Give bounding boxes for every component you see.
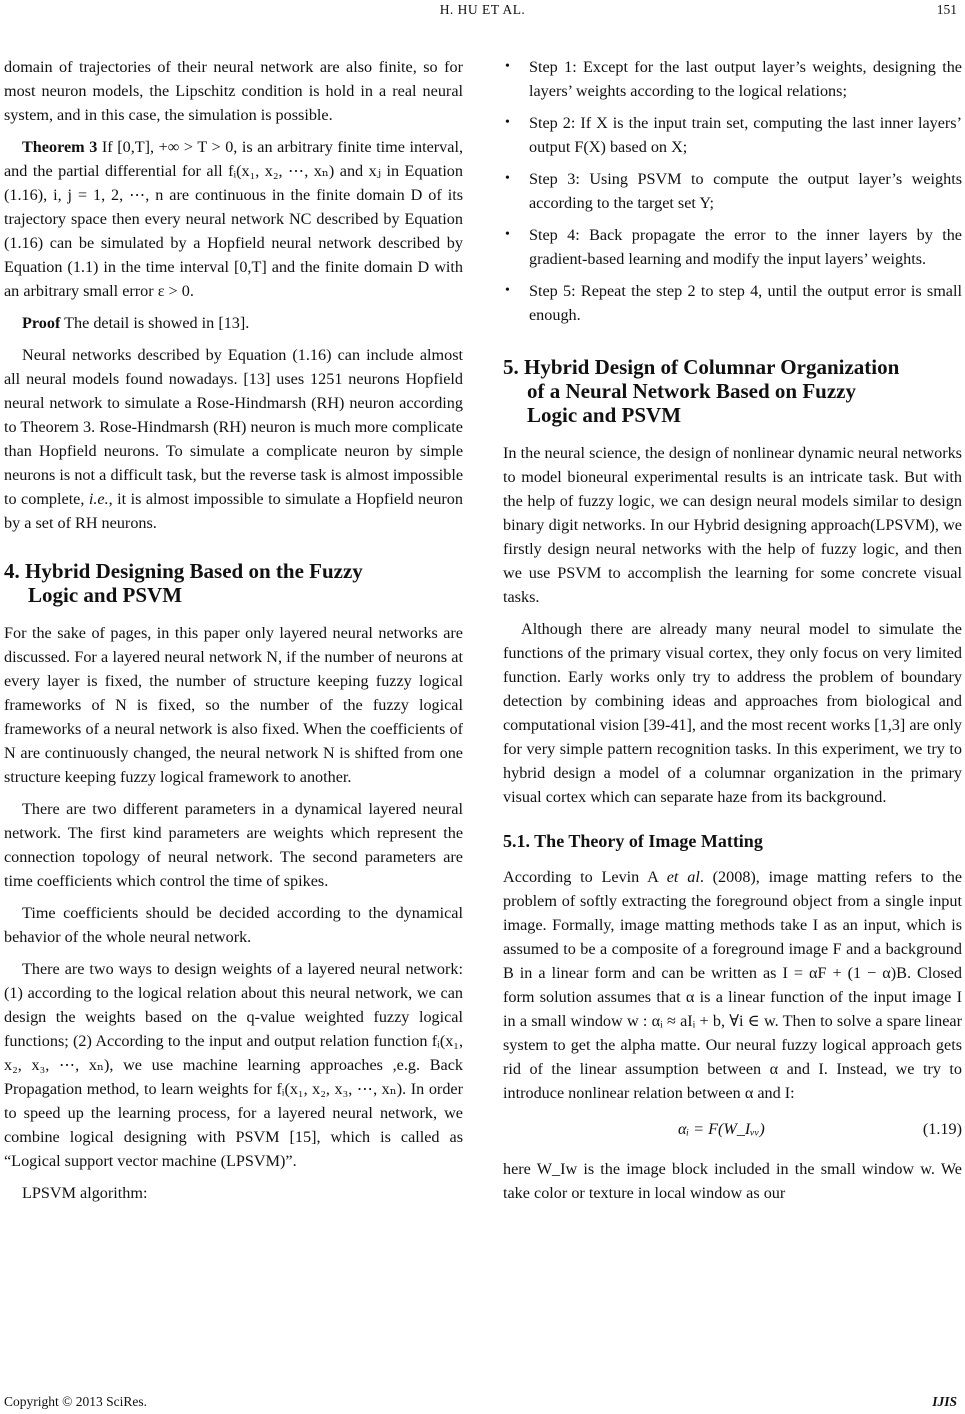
copyright-notice: Copyright © 2013 SciRes. [4, 1394, 148, 1409]
heading-line: 5. Hybrid Design of Columnar Organization [503, 355, 900, 379]
italic-abbrev: i.e. [88, 490, 109, 508]
paragraph: In the neural science, the design of nonlinear dynamic neural networks to model bioneural experimental results is an intricate task. But with the help of fuzzy logic, we can design neural models similar to design binary digit networks. In our Hybrid designing approach(LPSVM), we firstly design neural networks with the help of fuzzy logic, and then we use PSVM to accomplish the learning for some concrete visual tasks. [503, 444, 962, 606]
paragraph: here W_Iw is the image block included in the small window w. We take color or texture in local window as our [503, 1160, 962, 1202]
paragraph: LPSVM algorithm: [22, 1184, 148, 1202]
theorem-text: If [0,T], +∞ > T > 0, is an arbitrary finite time interval, and the partial differential for all fᵢ(x₁, x₂, ⋯, xₙ) and xⱼ in Equation (1.16), i, j = 1, 2, ⋯, n are continuous in the finite domain D of its trajectory space then every neural network NC described by Equation (1.16) can be simulated by a Hopfield neural network described by Equation (1.1) in the time interval [0,T] and the finite domain D with an arbitrary small error ε > 0. [4, 138, 464, 300]
list-item [503, 111, 962, 159]
page-number: 151 [936, 2, 957, 17]
running-header [0, 2, 965, 22]
equation: αᵢ = F(W_Iᵥᵥ) [678, 1120, 765, 1138]
paragraph: Although there are already many neural model to simulate the functions of the primary visual cortex, they only focus on very limited function. Early works only try to address the problem of boundary detection by combining ideas and approaches from biological and computational vision [39-41], and the most recent works [1,3] are only for very simple pattern recognition tasks. In this experiment, we try to hybrid design a model of a columnar organization in the primary visual cortex which can separate haze from its background. [503, 620, 962, 806]
paragraph: Time coefficients should be decided according to the dynamical behavior of the whole neural network. [4, 904, 463, 946]
step-text: Step 5: Repeat the step 2 to step 4, until the output error is small enough. [529, 282, 962, 324]
running-title: H. HU ET AL. [439, 2, 526, 17]
theorem-label: Theorem 3 [22, 138, 98, 156]
heading-line: 4. Hybrid Designing Based on the Fuzzy [4, 559, 363, 583]
paragraph [503, 865, 962, 1105]
paragraph: For the sake of pages, in this paper only layered neural networks are discussed. For a layered neural network N, if the number of neurons at every layer is fixed, the number of structure keeping fuzzy logical frameworks of N is fixed, so the number of the fuzzy logical frameworks of a neural network is also fixed. When the coefficients of N are continuously changed, the neural network N is shifted from one structure keeping fuzzy logical framework to another. [4, 624, 463, 786]
right-column [503, 55, 962, 1213]
paragraph [4, 343, 463, 535]
paragraph: There are two different parameters in a dynamical layered neural network. The first kind parameters are weights which represent the connection topology of neural network. The second parameters are time coefficients which control the time of spikes. [4, 800, 463, 890]
equation-block [503, 1113, 962, 1147]
italic-citation: et al [666, 868, 700, 886]
subsection-heading-5-1: 5.1. The Theory of Image Matting [503, 831, 763, 851]
theorem-3 [4, 135, 463, 303]
step-text: Step 3: Using PSVM to compute the output layer’s weights according to the target set Y; [529, 170, 962, 212]
list-item [503, 279, 962, 327]
section-heading-5 [503, 355, 962, 427]
list-item [503, 55, 962, 103]
heading-line: of a Neural Network Based on Fuzzy [527, 379, 856, 403]
paragraph-text: . (2008), image matting refers to the problem of softly extracting the foreground object from a single input image. Formally, image matting methods take I as an input, which is assumed to be a composite of a foreground image F and a background B in a linear form and can be written as I = αF + (1 − α)B. Closed form solution assumes that α is a linear function of the input image I in a small window w : αᵢ ≈ aIᵢ + b, ∀i ∈ w. Then to solve a spare linear system to get the alpha matte. Our neural fuzzy logical approach gets rid of the linear assumption between α and I. Instead, we try to introduce nonlinear relation between α and I: [503, 868, 963, 1102]
bullet-icon: • [505, 115, 510, 130]
proof-text: The detail is showed in [13]. [64, 314, 250, 332]
paragraph-text: According to Levin A [503, 868, 658, 886]
equation-number: (1.19) [922, 1120, 962, 1138]
list-item [503, 167, 962, 215]
paragraph-text: , it is almost impossible to simulate a Hopfield neuron by a set of RH neurons. [4, 490, 463, 532]
proof-label: Proof [22, 314, 61, 332]
step-text: Step 1: Except for the last output layer’s weights, designing the layers’ weights according to the logical relations; [529, 58, 962, 100]
step-text: Step 4: Back propagate the error to the inner layers by the gradient-based learning and modify the input layers’ weights. [529, 226, 962, 268]
step-text: Step 2: If X is the input train set, computing the last inner layers’ output F(X) based on X; [529, 114, 962, 156]
lpsvm-steps-list [503, 55, 962, 327]
journal-abbrev: IJIS [932, 1394, 957, 1409]
list-item [503, 223, 962, 271]
paragraph: There are two ways to design weights of a layered neural network: (1) according to the logical relation about this neural network, we can design the weights based on the q-value weighted fuzzy logical functions; (2) According to the input and output relation function fᵢ(x₁, x₂, x₃, ⋯, xₙ), we use machine learning approaches ,e.g. Back Propagation method, to learn weights for fᵢ(x₁, x₂, x₃, ⋯, xₙ). In order to speed up the learning process, for a layered neural network, we combine logical designing with PSVM [15], which is called as “Logical support vector machine (LPSVM)”. [4, 960, 463, 1170]
bullet-icon: • [505, 171, 510, 186]
heading-line: Logic and PSVM [527, 403, 682, 427]
paragraph-text: Neural networks described by Equation (1.16) can include almost all neural models found nowadays. [13] uses 1251 neurons Hopfield neural network to simulate a Rose-Hindmarsh (RH) neuron according to Theorem 3. Rose-Hindmarsh (RH) neuron is much more complicate than Hopfield neurons. To simulate a complicate neuron by simple neurons is not a difficult task, but the reverse task is almost impossible to complete, [4, 346, 463, 508]
left-column [4, 55, 463, 1213]
section-heading-4 [4, 559, 463, 607]
bullet-icon: • [505, 283, 510, 298]
bullet-icon: • [505, 227, 510, 242]
paragraph: domain of trajectories of their neural network are also finite, so for most neuron models, the Lipschitz condition is hold in a real neural system, and in this case, the simulation is possible. [4, 58, 463, 124]
proof [4, 311, 463, 335]
bullet-icon: • [505, 59, 510, 74]
heading-line: Logic and PSVM [28, 583, 183, 607]
